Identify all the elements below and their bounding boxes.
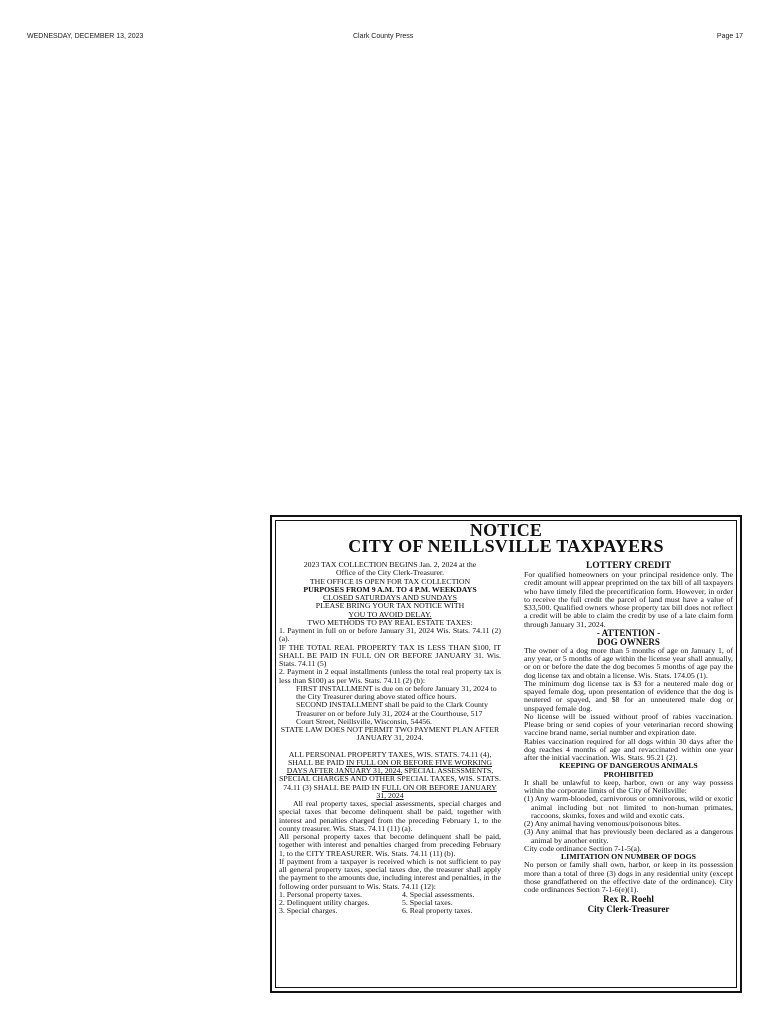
notice-left-column <box>279 561 501 916</box>
notice-title: NOTICE <box>469 520 543 540</box>
header-date: WEDNESDAY, DECEMBER 13, 2023 <box>27 33 144 40</box>
office-hours: PURPOSES FROM 9 A.M. TO 4 P.M. WEEKDAYS <box>303 584 477 594</box>
collection-begins: 2023 TAX COLLECTION BEGINS Jan. 2, 2024 at the <box>303 560 477 569</box>
list-item: (2) Any animal having venomous/poisonous bites. <box>524 819 681 829</box>
notice-inner-border <box>275 520 737 988</box>
header-publication: Clark County Press <box>353 33 414 40</box>
full-payment-rule: IF THE TOTAL REAL PROPERTY TAX IS LESS THAN $100, IT SHALL BE PAID IN FULL ON OR BEFORE JANUARY 31. Wis. Stats. 74.11 (5) <box>279 642 501 668</box>
list-item: (1) Any warm-blooded, carnivorous or omnivorous, wild or exotic animal including but not limited to non-human primates, raccoons, skunks, foxes and wild and exotic cats. <box>524 794 733 820</box>
bring-notice: PLEASE BRING YOUR TAX NOTICE WITH <box>315 601 465 611</box>
list-item: 2. Delinquent utility charges. 5. Special taxes. <box>279 898 453 907</box>
keeping-code: City code ordinance Section 7-1-5(a). <box>524 843 642 853</box>
dog-license-fee: The minimum dog license tax is $3 for a neutered male dog or spayed female dog, upon presentation of evidence that the dog is neutered or spayed, and $8 for an unneutered male dog or unspayed female dog. <box>524 678 733 713</box>
avoid-delay: YOU TO AVOID DELAY. <box>348 609 432 619</box>
lottery-credit-heading: LOTTERY CREDIT <box>585 561 672 571</box>
tax-notice-ad <box>270 515 742 993</box>
keeping-dangerous-heading: KEEPING OF DANGEROUS ANIMALS <box>559 761 698 771</box>
signature-title: City Clerk-Treasurer <box>587 904 670 915</box>
first-installment: FIRST INSTALLMENT is due on or before January 31, 2024 to the City Treasurer during above stated office hours. <box>296 683 497 701</box>
rabies-proof: No license will be issued without proof of rabies vaccination. Please bring or send copies of your veterinarian record showing vaccine brand name, serial number and expiration date. <box>524 711 733 738</box>
insufficient-payment: If payment from a taxpayer is received which is not sufficient to pay all general property taxes, special taxes due, the treasurer shall apply the payment to the amounts due, including interest and penalties, in the following order pursuant to Wis. Stats. 74.11 (12): <box>279 856 501 891</box>
office-open: THE OFFICE IS OPEN FOR TAX COLLECTION <box>309 576 471 586</box>
list-item: (3) Any animal that has previously been declared as a dangerous animal by another entity. <box>524 827 733 845</box>
rabies-vaccination: Rabies vaccination required for all dogs within 30 days after the dog reaches 4 months of age and revaccinated within one year after the initial vaccination. Wis. Stats. 95.21 (2). <box>524 736 733 762</box>
limitation-heading: LIMITATION ON NUMBER OF DOGS <box>560 852 696 862</box>
header-page-number: Page 17 <box>716 33 743 40</box>
signature-name: Rex R. Roehl <box>603 894 654 905</box>
delinquent-personal-property: All personal property taxes that become delinquent shall be paid, together with interest and penalties charged from preceding February 1, to the CITY TREASURER. Wis. Stats. 74.11 (11) (b). <box>279 832 501 858</box>
notice-subtitle: CITY OF NEILLSVILLE TAXPAYERS <box>348 536 664 556</box>
two-methods-heading: TWO METHODS TO PAY REAL ESTATE TAXES: <box>307 617 473 627</box>
notice-right-column <box>524 561 733 914</box>
prohibited-heading: PROHIBITED <box>603 769 654 779</box>
clerk-office: Office of the City Clerk-Treasurer. <box>335 568 445 578</box>
limitation-text: No person or family shall own, harbor, or keep in its possession more than a total of three (3) dogs in any residential unity (except those grandfathered on the effective date of the ordinance). City code ordinances Section 7-1-6(e)(1). <box>524 860 733 895</box>
lottery-credit-text: For qualified homeowners on your principal residence only. The credit amount will appear preprinted on the tax bill of all taxpayers who have timely filed the precertification form. However, in order to receive the full credit the parcel of land must have a value of $33,500. Qualified owners whose property tax bill does not reflect a credit will be able to claim the credit by use of a late claim form through January 31, 2024. <box>524 570 733 629</box>
dog-license-text: The owner of a dog more than 5 months of age on January 1, of any year, or 5 months of age within the license year shall annually, or on or before the date the dog becomes 5 months of age pay the dog license tax and obtain a license. Wis. Stats. 174.05 (1). <box>524 645 733 680</box>
list-item: 1. Personal property taxes. 4. Special assessments. <box>279 889 475 899</box>
delinquent-real-property: All real property taxes, special assessments, special charges and special taxes that become delinquent shall be paid, together with interest and penalties charged from the preceding February 1, to the county treasurer. Wis. Stats. 74.11 (11) (a). <box>279 799 501 833</box>
second-installment: SECOND INSTALLMENT shall be paid to the Clark County Treasurer on or before July 31, 2024 at the Courthouse, 517 Court Street, Neillsville, Wisconsin, 54456. <box>296 700 488 726</box>
method-one: 1. Payment in full on or before January 31, 2024 Wis. Stats. 74.11 (2) (a). <box>279 626 501 644</box>
state-law: STATE LAW DOES NOT PERMIT TWO PAYMENT PLAN AFTER JANUARY 31, 2024. <box>280 725 500 743</box>
attention-heading: - ATTENTION - <box>596 627 661 638</box>
keeping-text: It shall be unlawful to keep, harbor, own or any way possess within the corporate limits of the City of Neillsville: <box>524 777 733 796</box>
closed-weekends: CLOSED SATURDAYS AND SUNDAYS <box>323 593 457 602</box>
dog-owners-heading: DOG OWNERS <box>597 636 660 647</box>
personal-property-text: ALL PERSONAL PROPERTY TAXES, WIS. STATS. 74.11 (4), SHALL BE PAID IN FULL ON OR BEFORE FIVE WORKING DAYS AFTER JANUARY 31, 2024. SPECIAL ASSESSMENTS, SPECIAL CHARGES AND OTHER SPECIAL TAXES, WIS. STATS. 74.11 (3) SHALL BE PAID IN FULL ON OR BEFORE JANUARY 31, 2024 <box>279 749 501 800</box>
method-two: 2. Payment in 2 equal installments (unless the total real property tax is less than $100) as per Wis. Stats. 74.11 (2) (b): <box>279 667 501 685</box>
list-item: 3. Special charges. 6. Real property taxes. <box>279 906 473 916</box>
